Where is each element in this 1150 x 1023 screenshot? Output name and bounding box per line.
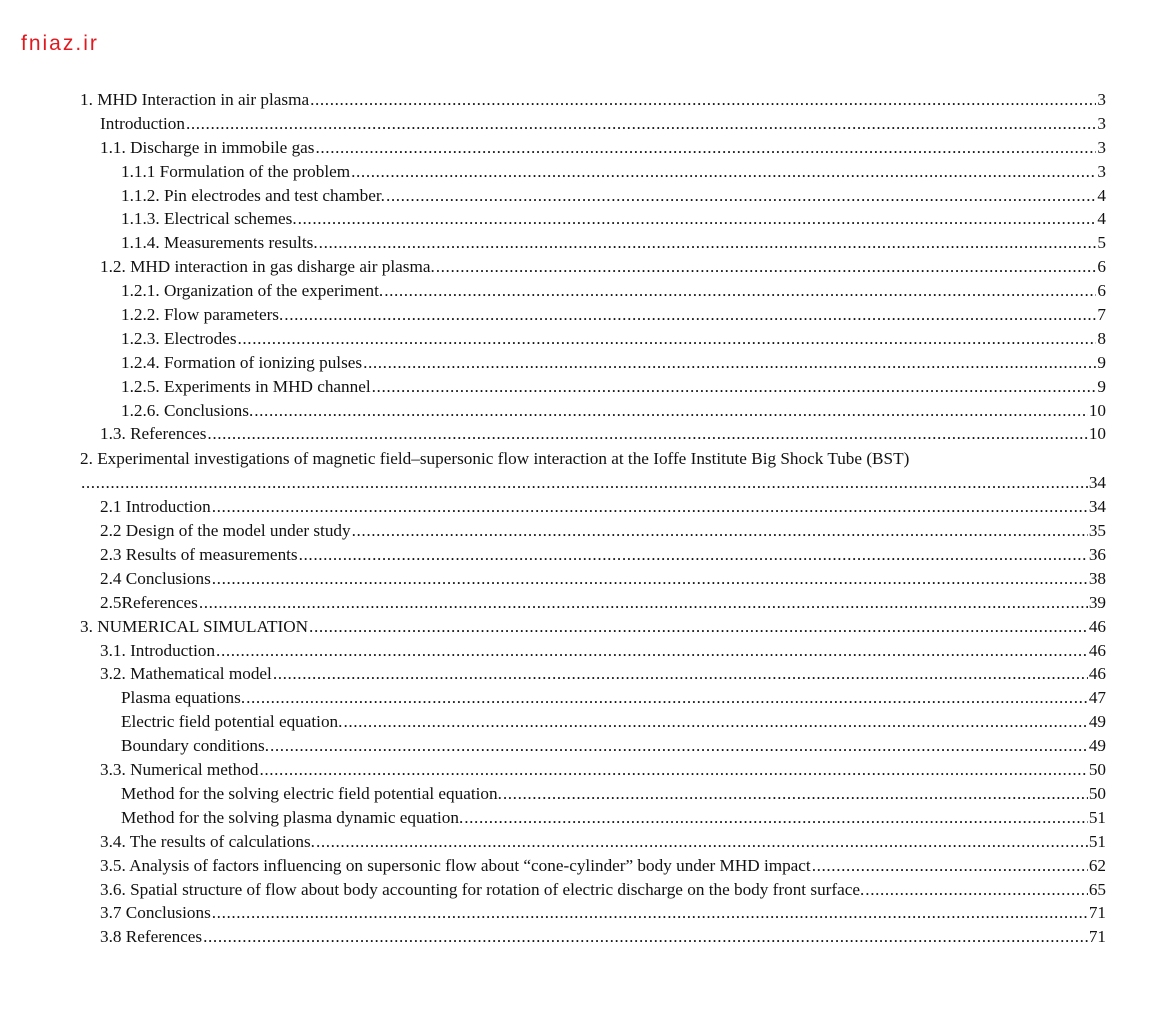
dot-leader [246, 686, 1088, 710]
toc-page-number: 50 [1088, 783, 1106, 803]
toc-entry-title: 1.1.1 Formulation of the problem [121, 161, 351, 181]
toc-entry[interactable] [80, 519, 1106, 543]
toc-entry-title: 3.7 Conclusions [100, 903, 211, 923]
toc-page-number: 62 [1088, 855, 1106, 875]
toc-page-number: 49 [1088, 712, 1106, 732]
dot-leader [212, 567, 1088, 591]
toc-page-number: 10 [1088, 400, 1106, 420]
dot-leader [259, 758, 1087, 782]
dot-leader [186, 112, 1096, 136]
toc-entry[interactable] [80, 925, 1106, 949]
toc-entry[interactable] [80, 88, 1106, 112]
toc-entry-title: 2.2 Design of the model under study [100, 521, 351, 541]
dot-leader [316, 830, 1088, 854]
toc-page-number: 49 [1088, 736, 1106, 756]
toc-entry[interactable] [80, 207, 1106, 231]
toc-entry-title: 1.1. Discharge in immobile gas [100, 137, 315, 157]
dot-leader [273, 662, 1088, 686]
toc-entry[interactable] [80, 399, 1106, 423]
toc-entry-title: 1.3. References [100, 424, 207, 444]
toc-page-number: 3 [1097, 161, 1106, 181]
toc-entry-title: 1.2.3. Electrodes [121, 328, 237, 348]
dot-leader [81, 471, 1088, 495]
dot-leader [238, 327, 1097, 351]
toc-page-number: 34 [1088, 473, 1106, 493]
dot-leader [384, 279, 1096, 303]
toc-entry[interactable] [80, 710, 1106, 734]
dot-leader [812, 854, 1088, 878]
toc-entry[interactable] [80, 854, 1106, 878]
toc-entry[interactable] [80, 136, 1106, 160]
toc-entry-title: 1.1.3. Electrical schemes. [121, 209, 297, 229]
toc-entry-title: Plasma equations. [121, 688, 246, 708]
table-of-contents [80, 88, 1106, 949]
toc-entry[interactable] [80, 734, 1106, 758]
dot-leader [351, 160, 1096, 184]
toc-page-number: 7 [1097, 305, 1106, 325]
dot-leader [298, 207, 1097, 231]
toc-page-number: 3 [1097, 113, 1106, 133]
toc-entry-title: 1.2.2. Flow parameters. [121, 305, 284, 325]
toc-page-number: 51 [1088, 807, 1106, 827]
toc-entry-title: 2.4 Conclusions [100, 568, 211, 588]
dot-leader [316, 136, 1097, 160]
toc-entry-title: 3.2. Mathematical model [100, 664, 272, 684]
toc-page-number: 36 [1088, 545, 1106, 565]
dot-leader [363, 351, 1096, 375]
toc-entry[interactable] [80, 567, 1106, 591]
toc-page-number: 50 [1088, 760, 1106, 780]
toc-page-number: 47 [1088, 688, 1106, 708]
toc-page-number: 46 [1088, 640, 1106, 660]
dot-leader [284, 303, 1096, 327]
toc-entry[interactable] [80, 615, 1106, 639]
toc-page-number: 46 [1088, 664, 1106, 684]
toc-entry-title: 1.2. MHD interaction in gas disharge air plasma. [100, 257, 435, 277]
toc-entry-title: 3.8 References [100, 927, 203, 947]
toc-entry[interactable] [80, 255, 1106, 279]
toc-entry[interactable] [80, 279, 1106, 303]
toc-entry[interactable] [80, 351, 1106, 375]
toc-entry-title: Electric field potential equation. [121, 712, 343, 732]
dot-leader [212, 901, 1088, 925]
toc-entry[interactable] [80, 327, 1106, 351]
toc-entry[interactable] [80, 686, 1106, 710]
toc-entry[interactable] [80, 112, 1106, 136]
toc-page-number: 39 [1088, 592, 1106, 612]
dot-leader [310, 88, 1096, 112]
dot-leader [203, 925, 1088, 949]
toc-entry-title: 3.3. Numerical method [100, 760, 259, 780]
toc-entry-leader [80, 471, 1106, 495]
toc-entry[interactable] [80, 543, 1106, 567]
toc-entry-title: Method for the solving electric field potential equation. [121, 783, 502, 803]
toc-entry[interactable] [80, 375, 1106, 399]
toc-entry[interactable] [80, 758, 1106, 782]
dot-leader [216, 639, 1088, 663]
toc-page-number: 71 [1088, 927, 1106, 947]
dot-leader [372, 375, 1097, 399]
watermark-logo: fniaz.ir [21, 32, 99, 55]
toc-page-number: 6 [1097, 257, 1106, 277]
toc-page-number: 3 [1097, 137, 1106, 157]
dot-leader [464, 806, 1088, 830]
toc-page-number: 5 [1097, 233, 1106, 253]
toc-entry[interactable] [80, 662, 1106, 686]
toc-page-number: 35 [1088, 521, 1106, 541]
toc-entry-title: Introduction [100, 113, 185, 133]
toc-page-number: 3 [1097, 90, 1106, 109]
toc-entry-title: 1.2.6. Conclusions. [121, 400, 254, 420]
dot-leader [299, 543, 1088, 567]
toc-entry-title[interactable]: 2. Experimental investigations of magnetic field–supersonic flow interaction at the Ioffe Institute Big Shock Tube (BST) [80, 449, 910, 469]
toc-entry-title: 2.3 Results of measurements [100, 545, 298, 565]
toc-entry-title: 2.5References [100, 592, 198, 612]
toc-entry[interactable] [80, 184, 1106, 208]
dot-leader [386, 184, 1096, 208]
toc-entry[interactable] [80, 591, 1106, 615]
toc-entry[interactable] [80, 830, 1106, 854]
dot-leader [503, 782, 1088, 806]
dot-leader [212, 495, 1088, 519]
dot-leader [207, 422, 1087, 446]
dot-leader [352, 519, 1088, 543]
toc-entry[interactable] [80, 160, 1106, 184]
toc-page-number: 9 [1097, 352, 1106, 372]
toc-entry-title: 3. NUMERICAL SIMULATION [80, 616, 309, 636]
dot-leader [436, 255, 1097, 279]
toc-entry-title: 1.2.4. Formation of ionizing pulses [121, 352, 363, 372]
toc-entry[interactable] [80, 303, 1106, 327]
toc-entry[interactable] [80, 639, 1106, 663]
toc-page-number: 38 [1088, 568, 1106, 588]
toc-entry-title: Boundary conditions. [121, 736, 269, 756]
toc-entry-title: 2.1 Introduction [100, 497, 211, 517]
toc-entry[interactable] [80, 495, 1106, 519]
toc-entry[interactable] [80, 422, 1106, 446]
toc-entry-title: 1.1.2. Pin electrodes and test chamber. [121, 185, 385, 205]
toc-page-number: 71 [1088, 903, 1106, 923]
dot-leader [199, 591, 1088, 615]
toc-page-number: 34 [1088, 497, 1106, 517]
toc-page-number: 46 [1088, 616, 1106, 636]
toc-entry-title: 1.2.5. Experiments in MHD channel [121, 376, 371, 396]
toc-entry-title: 3.5. Analysis of factors influencing on supersonic flow about “cone-cylinder” body under MHD impact [100, 855, 811, 875]
toc-page-number: 65 [1088, 879, 1106, 899]
dot-leader [865, 878, 1088, 902]
toc-entry-title: Method for the solving plasma dynamic equation. [121, 807, 464, 827]
toc-page-number: 9 [1097, 376, 1106, 396]
toc-entry[interactable] [80, 878, 1106, 902]
dot-leader [254, 399, 1088, 423]
dot-leader [319, 231, 1097, 255]
toc-entry[interactable] [80, 231, 1106, 255]
dot-leader [343, 710, 1087, 734]
toc-page-number: 6 [1097, 281, 1106, 301]
toc-page-number: 4 [1097, 209, 1106, 229]
dot-leader [309, 615, 1088, 639]
toc-page-number: 4 [1097, 185, 1106, 205]
toc-entry[interactable] [80, 806, 1106, 830]
toc-entry-title: 3.4. The results of calculations. [100, 831, 315, 851]
toc-entry-title: 3.1. Introduction [100, 640, 216, 660]
toc-page-number: 8 [1097, 328, 1106, 348]
toc-page-number: 10 [1088, 424, 1106, 444]
toc-entry-title: 1.1.4. Measurements results. [121, 233, 318, 253]
toc-entry[interactable] [80, 901, 1106, 925]
toc-entry-title: 3.6. Spatial structure of flow about body accounting for rotation of electric discharge on the body front surface. [100, 879, 865, 899]
toc-entry[interactable] [80, 782, 1106, 806]
toc-page-number: 51 [1088, 831, 1106, 851]
toc-entry-title: 1. MHD Interaction in air plasma [80, 90, 310, 109]
dot-leader [270, 734, 1088, 758]
toc-entry-title: 1.2.1. Organization of the experiment. [121, 281, 384, 301]
